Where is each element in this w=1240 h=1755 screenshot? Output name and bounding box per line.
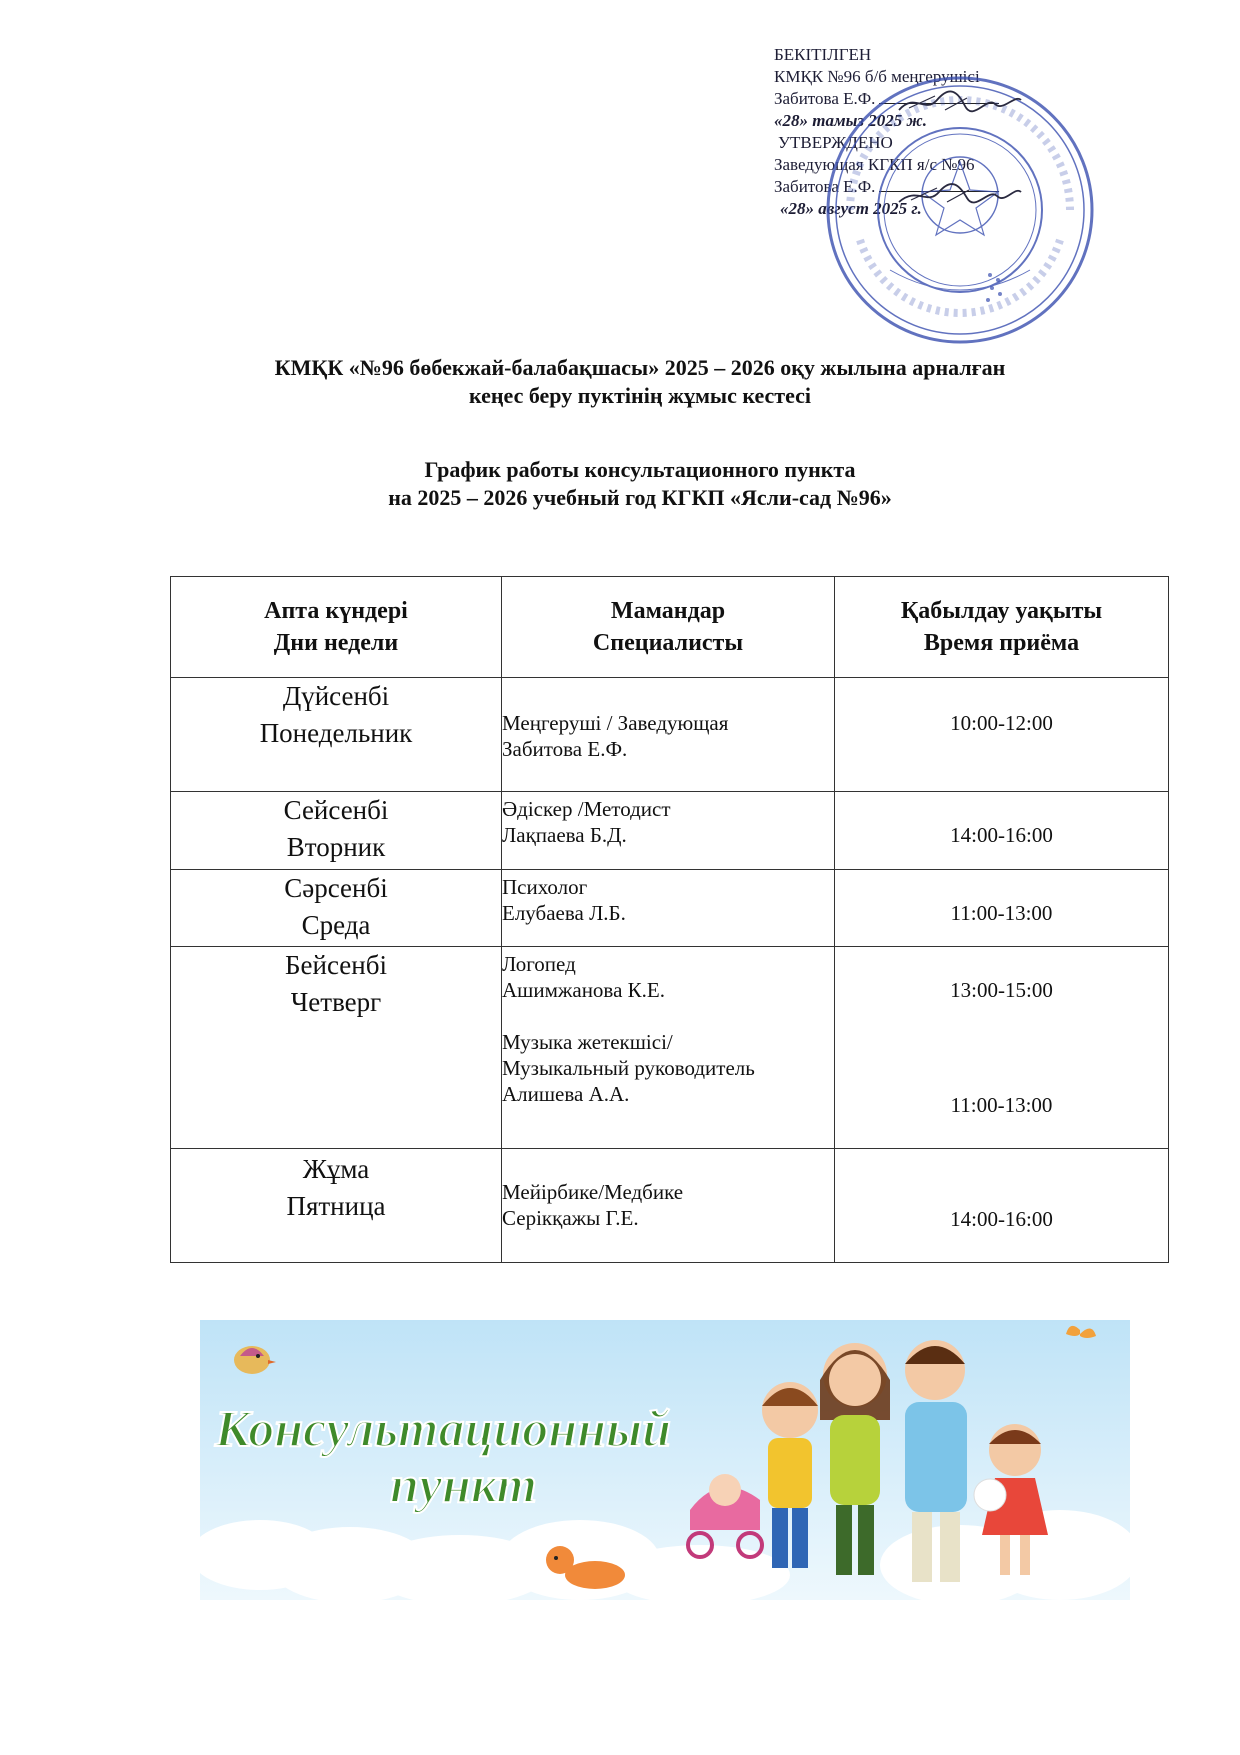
specialist-role: Әдіскер /Методист (502, 797, 671, 821)
day-cell (171, 947, 502, 1149)
banner-title-line1: Консультационный (215, 1401, 672, 1458)
approval-ru-date: «28» август 2025 г. (780, 199, 922, 218)
specialist-name: Забитова Е.Ф. (502, 737, 628, 761)
specialist-cell (502, 1149, 835, 1263)
approval-ru-org: Заведующая КГКП я/с №96 (774, 155, 975, 174)
time-cell (835, 870, 1169, 947)
header-specialists-ru: Специалисты (592, 630, 744, 656)
banner-title-line2: пункт (390, 1457, 537, 1514)
title-kz-line1: КМҚК «№96 бөбекжай-балабақшасы» 2025 – 2026 оқу жылына арналған (274, 355, 1006, 380)
approval-ru-label: УТВЕРЖДЕНО (778, 133, 893, 152)
header-specialists (502, 577, 835, 678)
specialist-name: Ашимжанова К.Е. (502, 978, 665, 1002)
reception-time: 11:00-13:00 (950, 901, 1053, 925)
day-kz: Жұма (302, 1154, 370, 1184)
approval-kz-date: «28» тамыз 2025 ж. (774, 111, 927, 130)
reception-time: 10:00-12:00 (950, 711, 1053, 735)
time-cell (835, 947, 1169, 1149)
signature-ru (895, 180, 1025, 210)
specialist-role: Меңгеруші / Заведующая (502, 711, 729, 735)
header-days (171, 577, 502, 678)
specialist-name: Алишева А.А. (502, 1082, 630, 1106)
title-ru-line1: График работы консультационного пункта (424, 457, 856, 482)
title-russian (150, 456, 1130, 512)
consultation-banner (200, 1320, 1130, 1600)
specialist-role: Музыка жетекшісі/ (502, 1030, 673, 1054)
table-row (171, 947, 1169, 1149)
day-cell (171, 1149, 502, 1263)
day-ru: Четверг (290, 987, 382, 1017)
specialist-name: Серікқажы Г.Е. (502, 1206, 639, 1230)
header-days-ru: Дни недели (273, 630, 399, 656)
title-ru-line2: на 2025 – 2026 учебный год КГКП «Ясли-сад №96» (388, 485, 892, 510)
specialist-role: Мейірбике/Медбике (502, 1180, 684, 1204)
reception-time: 14:00-16:00 (950, 1207, 1053, 1231)
day-kz: Сейсенбі (283, 795, 389, 825)
approval-kz-org: КМҚК №96 б/б меңгерушісі (774, 67, 980, 86)
specialist-cell (502, 678, 835, 792)
time-cell (835, 1149, 1169, 1263)
title-kz-line2: кеңес беру пуктінің жұмыс кестесі (468, 383, 812, 408)
table-row (171, 1149, 1169, 1263)
specialist-name: Елубаева Л.Б. (502, 901, 626, 925)
day-cell (171, 792, 502, 870)
time-cell (835, 678, 1169, 792)
day-ru: Среда (301, 910, 371, 940)
day-kz: Дүйсенбі (282, 681, 390, 711)
specialist-cell (502, 792, 835, 870)
table-header-row (171, 577, 1169, 678)
title-kazakh (150, 354, 1130, 410)
specialist-role: Музыкальный руководитель (502, 1056, 755, 1080)
day-kz: Сәрсенбі (284, 873, 388, 903)
day-ru: Вторник (286, 832, 386, 862)
specialist-cell (502, 947, 835, 1149)
table-row (171, 678, 1169, 792)
header-time (835, 577, 1169, 678)
approval-kz-label: БЕКІТІЛГЕН (774, 45, 872, 64)
day-ru: Понедельник (259, 718, 413, 748)
specialist-role: Психолог (502, 875, 588, 899)
reception-time: 14:00-16:00 (950, 823, 1053, 847)
time-cell (835, 792, 1169, 870)
header-time-kz: Қабылдау уақыты (900, 598, 1103, 624)
day-kz: Бейсенбі (285, 950, 387, 980)
header-specialists-kz: Мамандар (610, 598, 726, 624)
table-row (171, 792, 1169, 870)
specialist-cell (502, 870, 835, 947)
specialist-role: Логопед (502, 952, 576, 976)
schedule-table (170, 576, 1169, 1263)
approval-ru-name: Забитова Е.Ф. (774, 177, 876, 196)
reception-time: 11:00-13:00 (950, 1093, 1053, 1117)
day-ru: Пятница (286, 1191, 386, 1221)
table-row (171, 870, 1169, 947)
header-time-ru: Время приёма (923, 630, 1080, 656)
day-cell (171, 678, 502, 792)
approval-kz-name: Забитова Е.Ф. (774, 89, 876, 108)
signature-kz (895, 88, 1025, 118)
header-days-kz: Апта күндері (264, 598, 408, 624)
day-cell (171, 870, 502, 947)
specialist-name: Лақпаева Б.Д. (502, 823, 627, 847)
reception-time: 13:00-15:00 (950, 978, 1053, 1002)
